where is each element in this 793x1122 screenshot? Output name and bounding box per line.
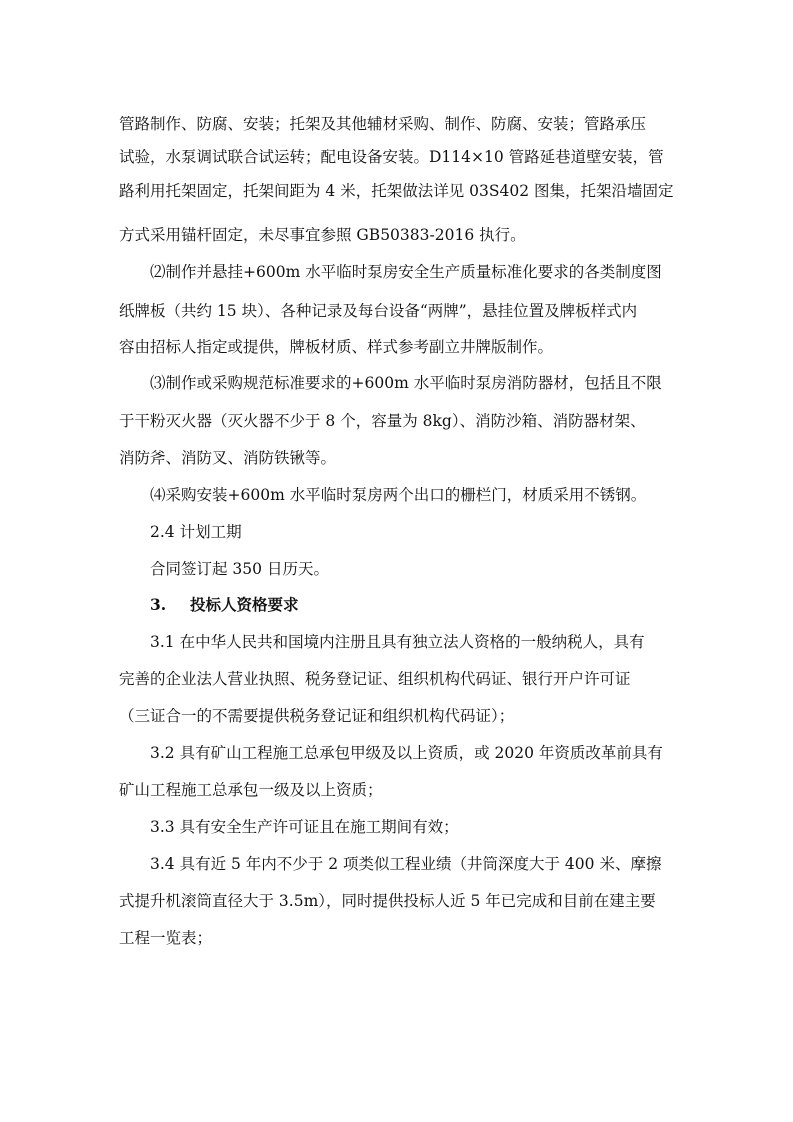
paragraph-line: 合同签订起 350 日历天。	[150, 560, 329, 578]
paragraph-line: 试验，水泵调试联合试运转；配电设备安装。D114×10 管路延巷道壁安装，管	[119, 148, 664, 166]
paragraph-line: 3.4 具有近 5 年内不少于 2 项类似工程业绩（井筒深度大于 400 米、摩擦	[150, 855, 662, 873]
paragraph-line: （三证合一的不需要提供税务登记证和组织机构代码证）；	[119, 707, 515, 725]
paragraph-line: 容由招标人指定或提供，牌板材质、样式参考副立井牌版制作。	[119, 338, 554, 356]
paragraph-line: ⑶制作或采购规范标准要求的+600m 水平临时泵房消防器材，包括且不限	[150, 374, 662, 392]
paragraph-line: ⑷采购安装+600m 水平临时泵房两个出口的栅栏门，材质采用不锈钢。	[150, 486, 647, 504]
paragraph-line: 3.2 具有矿山工程施工总承包甲级及以上资质，或 2020 年资质改革前具有	[150, 744, 663, 762]
paragraph-line: 矿山工程施工总承包一级及以上资质；	[119, 781, 383, 799]
paragraph-line: 方式采用锚杆固定，未尽事宜参照 GB50383-2016 执行。	[119, 226, 526, 244]
paragraph-line: 工程一览表；	[119, 929, 213, 947]
paragraph-line: 消防斧、消防叉、消防铁锹等。	[119, 449, 337, 467]
paragraph-line: 管路制作、防腐、安装；托架及其他辅材采购、制作、防腐、安装；管路承压	[119, 115, 647, 133]
paragraph-line: 完善的企业法人营业执照、税务登记证、组织机构代码证、银行开户许可证	[119, 670, 631, 688]
paragraph-line: 路利用托架固定，托架间距为 4 米，托架做法详见 03S402 图集，托架沿墙固定	[119, 182, 674, 200]
section-heading	[150, 595, 680, 615]
paragraph-line: 式提升机滚筒直径大于 3.5m），同时提供投标人近 5 年已完成和目前在建主要	[119, 892, 656, 910]
paragraph-line: 3.3 具有安全生产许可证且在施工期间有效；	[150, 818, 459, 836]
paragraph-line: 纸牌板（共约 15 块）、各种记录及每台设备“两牌”，悬挂位置及牌板样式内	[119, 302, 638, 320]
paragraph-line: ⑵制作并悬挂+600m 水平临时泵房安全生产质量标准化要求的各类制度图	[150, 263, 662, 281]
paragraph-line: 于干粉灭火器（灭火器不少于 8 个，容量为 8kg）、消防沙箱、消防器材架、	[119, 412, 646, 430]
paragraph-line: 3.1 在中华人民共和国境内注册且具有独立法人资格的一般纳税人，具有	[150, 633, 645, 651]
section-number: 3.	[150, 595, 167, 614]
section-title: 投标人资格要求	[190, 595, 299, 614]
section-heading: 2.4 计划工期	[150, 523, 242, 541]
